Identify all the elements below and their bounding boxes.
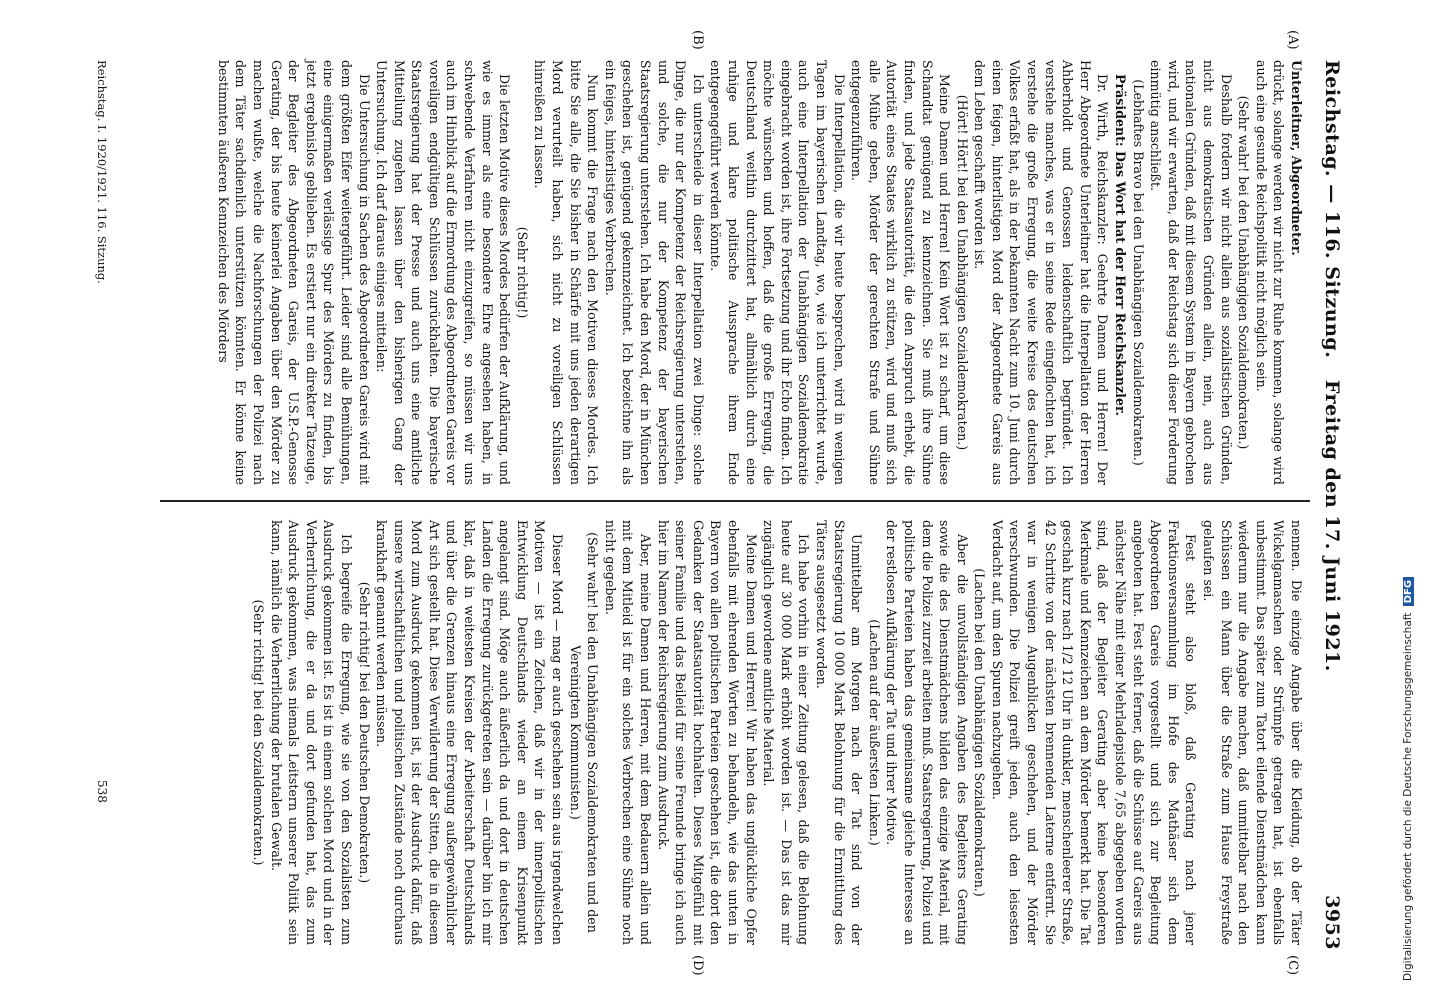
paragraph: Die Untersuchung in Sachen des Abgeordneten Gareis wird mit dem größten Eifer weitergeführt. Leider sind alle Bemühungen, eine einigermaßen verlässige Spur des Mörders zu finden, bis jetzt ergebnislos geblieben. Es erstiert nur ein direkter Tatzeuge, der Begleiter des Abgeordneten Gareis, der U.S.P.-Genosse Gerating, der bis heute keinerlei Angaben über den Mörder zu machen wußte, welche die Nachforschungen der Polizei nach dem Täter sachdienlich unterstützen könnten. Er könne keine bestimmten äußeren Kennzeichen des Mörders [215, 60, 372, 485]
header-page-number: 3953 [1321, 895, 1343, 950]
left-column [214, 60, 1305, 485]
interjection: (Sehr richtig!) [514, 226, 530, 319]
paragraph: Dr. Wirth, Reichskanzler: Geehrte Damen und Herren! Der Herr Abgeordnete Unterleitner hat die Interpellation der Herren Ahberholdt und Genossen leidenschaftlich begründet. Ich verstehe manches, was er in seine Rede eingeflochten hat, ich verstehe die große Erregung, die weite Kreise des deutschen Volkes erfaßt hat, als in der bekannten Nacht zum 10. Juni durch einen feigen, hinterlistigen Mord der Abgeordnete Gareis aus dem Leben geschafft worden ist. [972, 60, 1111, 485]
interjection: (Sehr wahr! bei den Unabhängigen Sozialdemokraten.) [1236, 95, 1252, 450]
interjection: (Sehr wahr! bei den Unabhängigen Sozialdemokraten und den Vereinigten Kommunisten.) [567, 532, 601, 933]
paragraph: Meine Damen und Herren! Wir haben das unglückliche Opfer ebenfalls mit ehrenden Worten zu behandeln, wie das unten in Bayern von allen politischen Parteien geschehen ist, die dort den Gedanken der Staatsautorität hochhalten. Dieses Mitgefühl mit seiner Familie und das Beileid für seine Freunde bringe ich auch hier im Namen der Reichsregierung zum Ausdruck. [655, 520, 759, 945]
dfg-logo: DFG [1403, 577, 1414, 606]
interjection: (Sehr richtig! bei den Deutschen Demokraten.) [356, 581, 372, 884]
paragraph: Unmittelbar am Morgen nach der Tat sind von der Staatsregierung 10 000 Mark Belohnung für die Ermittlung des Täters ausgesetzt worden. [813, 520, 865, 945]
paragraph: Deshalb fordern wir nicht allein aus sozialistischen Gründen, nicht aus demokratischen Gründen allein, nein, auch aus nationalen Gründen, daß mit diesem System in Bayern gebrochen wird, und wir erwarten, daß der Reichstag sich dieser Forderung einmütig anschließt. [1148, 60, 1234, 485]
paragraph: Ich habe vorhin in einer Zeitung gelesen, daß die Belohnung heute auf 30 000 Mark erhöht worden ist. — Das ist das mir zugänglich gewordene amtliche Material. [761, 520, 812, 945]
interjection: (Lebhaftes Bravo bei den Unabhängigen Sozialdemokraten.) [1130, 79, 1146, 466]
paragraph: Ich begreife die Erregung, wie sie von den Sozialisten zum Ausdruck gekommen ist. Es ist in einem solchen Mord und in der Verherrlichung, die er da und dort gefunden hat, das zum Ausdruck gekommen, was niemals Leitstern unserer Politik sein kann, nämlich die Verherrlichung der brutalen Gewalt. [268, 520, 354, 945]
paragraph: Nun kommt die Frage nach den Motiven dieses Mordes. Ich bitte Sie alle, die Sie bisher in Schärfe mit uns jeden derartigen Mord verurteilt haben, sich nicht zu voreiligen Schlüssen hinreißen zu lassen. [532, 60, 601, 485]
paragraph: Ich unterscheide in dieser Interpellation zwei Dinge: solche Dinge, die nur der Kompetenz der Reichsregierung unterstehen, und solche, die nur der Kompetenz der bayerischen Staatsregierung unterstehen. Ich habe den Mord, der in München geschehen ist, genügend gekennzeichnet. Ich bezeichne ihn als ein feiges, hinterlistiges Verbrechen. [602, 60, 706, 485]
sidebar-credit-text: Digitalisierung gefördert durch die Deutsche Forschungsgemeinschaft [1402, 612, 1414, 981]
paragraph: Fest steht also bloß, daß Gerating nach jener Fraktionsversammlung im Hofe des Mathäser sich dem Abgeordneten Gareis vorgestellt und sich zur Begleitung angeboten hat. Fest steht ferner, daß die Schüsse auf Gareis aus nächster Nähe mit einer Mehrladepistole 7,65 abgegeben worden sind, daß der Begleiter Gerating aber keine besonderen Merkmale und Kennzeichen an dem Mörder bemerkt hat. Die Tat geschah kurz nach 1/2 12 Uhr in dunkler, menschenleerer Straße, 42 Schritte von der nächsten brennenden Laterne entfernt. Sie war in wenigen Augenblicken geschehen, und der Mörder verschwunden. Die Polizei greift jeden, auch den leisesten Verdacht auf, um den Spuren nachzugehen. [989, 520, 1199, 945]
page-footer: Reichstag. I. 1920/1921. 116. Sitzung. [95, 60, 109, 284]
margin-marker-a: (A) [1285, 30, 1300, 50]
interjection: (Lachen auf der äußersten Linken.) [866, 619, 882, 846]
interjection: (Sehr richtig! bei den Sozialdemokraten.) [250, 599, 266, 866]
paragraph: drückt, solange werden wir nicht zur Ruhe kommen, solange wird auch eine gesunde Reichspolitik nicht möglich sein. [1253, 60, 1287, 485]
paragraph: Die Interpellation, die wir heute besprechen, wird in wenigen Tagen im bayerischen Landtag, wo, wie ich unterrichtet wurde, auch eine Interpellation der Unabhängigen Sozialdemokratie eingebracht worden ist, ihre Fortsetzung und ihr Echo finden. Ich möchte wünschen und hoffen, daß die große Erregung, die Deutschland weithin durchzittert hat, allmählich durch eine ruhige und klare politische Aussprache ihrem Ende entgegengeführt werden könnte. [708, 60, 847, 485]
paragraph: Aber die unvollständigen Angaben des Begleiters Gerating sowie die des Dienstmädchens bilden das einzige Material, mit dem die Polizei zurzeit arbeiten muß. Staatsregierung, Polizei und politische Parteien haben das gemeinsame gleiche Interesse an der restlosen Aufklärung der Tat und ihrer Motive. [884, 520, 970, 945]
margin-marker-b: (B) [690, 30, 705, 50]
digitization-sidebar [1372, 6, 1428, 994]
paragraph: nennen. Die einzige Angabe über die Kleidung, ob der Täter Wickelgamaschen oder Strümpfe getragen hat, ist ebenfalls unbestimmt. Das später zum Tatort eilende Dienstmädchen kann wiederum nur die Angabe machen, daß unmittelbar nach den Schüssen ein Mann über die Straße zum Hause Freystraße gelaufen sei. [1201, 520, 1304, 945]
margin-marker-c: (C) [1285, 955, 1300, 976]
paragraph: Dieser Mord — mag er auch geschehen sein aus irgendwelchen Motiven — ist ein Zeichen, daß wir in der innerpolitischen Entwicklung Deutschlands wieder an einem Krisenpunkt angelangt sind. Möge auch äußerlich da und dort in deutschen Landen die Erregung zurückgetreten sein — darüber bin ich mir klar, daß in weitesten Kreisen der Arbeiterschaft Deutschlands und über die Grenzen hinaus eine Erregung außergewöhnlicher Art sich gestellt hat. Diese Verwilderung der Sitten, die in diesem Mord zum Ausdruck gekommen ist, ist der Ausdruck dafür, daß unsere wirtschaftlichen und politischen Zustände noch durchaus krankhaft genannt werden müssen. [374, 520, 566, 945]
interjection: (Lachen bei den Unabhängigen Sozialdemokraten.) [972, 568, 988, 897]
paragraph: Meine Damen und Herren! Kein Wort ist zu scharf, um diese Schandtat genügend zu kennzeichnen. Sie muß ihre Sühne finden, und jede Staatsautorität, die den Anspruch erhebt, die Autorität eines Staates wirklich zu stützen, wird und muß sich alle Mühe geben, Mörder der gerechten Strafe und Sühne entgegenzuführen. [849, 60, 953, 485]
right-column [249, 520, 1305, 945]
page-header [1313, 50, 1343, 960]
footer-page-number: 538 [95, 780, 109, 803]
speaker-label: Unterleitner, Abgeordneter. [1289, 60, 1304, 256]
margin-marker-d: (D) [690, 955, 705, 976]
interjection: (Hört! Hört! bei den Unabhängigen Sozialdemokraten.) [954, 94, 970, 451]
president-line: Präsident: Das Wort hat der Herr Reichskanzler. [1113, 74, 1129, 416]
column-divider [160, 500, 1310, 502]
paragraph: Aber, meine Damen und Herren, mit dem Bedauern allein und mit dem Mitleid ist für ein solches Verbrechen eine Sühne noch nicht gegeben. [602, 520, 654, 945]
header-center: Freitag den 17. Juni 1921. [1321, 380, 1343, 672]
header-left: Reichstag. — 116. Sitzung. [1321, 60, 1343, 359]
paragraph: Die letzten Motive dieses Mordes bedürfen der Aufklärung, und wie es immer als eine besondere Ehre angesehen haben, in schwebende Verfahren nicht einzugreifen, so müssen wir uns auch im Hinblick auf die Ermordung des Abgeordneten Gareis vor voreiligen endgültigen Schlüssen zurückhalten. Die bayerische Staatsregierung hat der Presse und auch uns eine amtliche Mitteilung zugehen lassen über den bisherigen Gang der Untersuchung. Ich darf daraus einiges mitteilen: [374, 60, 513, 485]
sidebar-credit [1402, 577, 1414, 981]
